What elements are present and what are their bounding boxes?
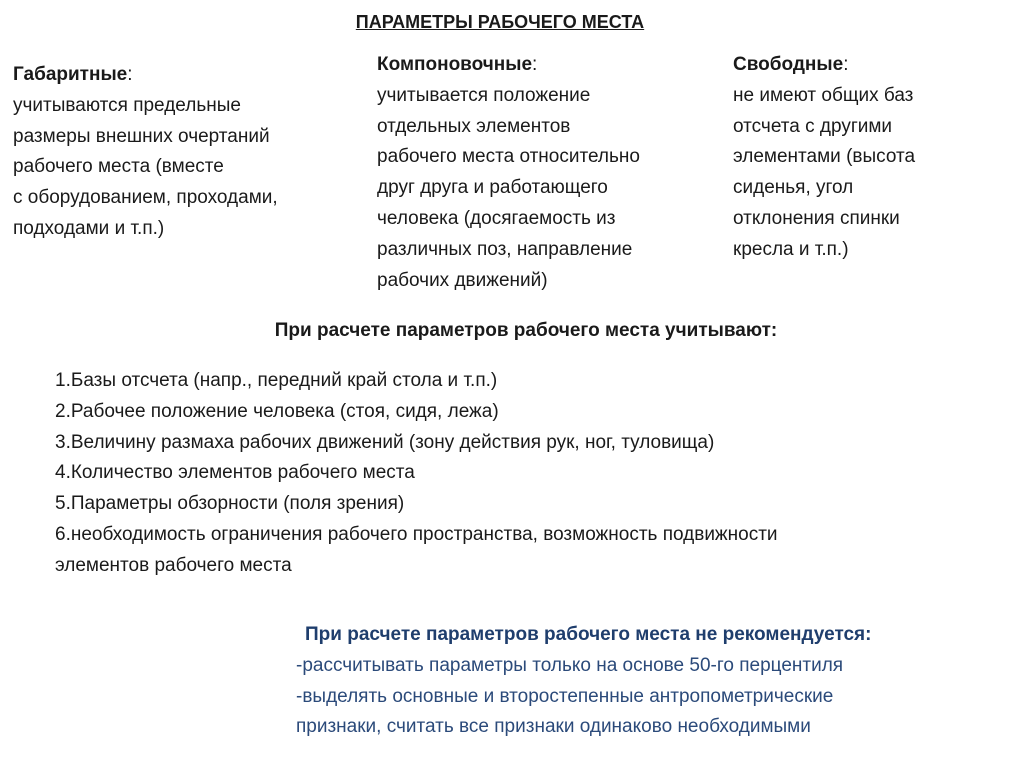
column-line: учитывается положение — [377, 84, 591, 106]
column-line: кресла и т.п.) — [733, 238, 849, 260]
column-dimensional — [13, 60, 278, 245]
column-line: с оборудованием, проходами, — [13, 187, 278, 209]
column-line: элементами (высота — [733, 146, 916, 168]
column-line: отдельных элементов — [377, 115, 571, 137]
colon: : — [532, 54, 538, 75]
column-line: учитываются предельные — [13, 94, 241, 116]
not-recommended-line: -рассчитывать параметры только на основе 50-го перцентиля — [296, 654, 844, 676]
column-line: человека (досягаемость из — [377, 207, 616, 229]
column-line: друг друга и работающего — [377, 177, 608, 199]
list-item: 5.Параметры обзорности (поля зрения) — [55, 493, 405, 515]
colon: : — [843, 54, 849, 75]
list-item: 6.необходимость ограничения рабочего пространства, возможность подвижности — [55, 523, 778, 545]
column-line: рабочих движений) — [377, 269, 548, 291]
list-item: 2.Рабочее положение человека (стоя, сидя, лежа) — [55, 400, 499, 422]
column-free — [733, 50, 915, 266]
column-line: отсчета с другими — [733, 115, 893, 137]
not-recommended-block — [296, 620, 871, 743]
column-line: подходами и т.п.) — [13, 217, 165, 239]
list-item: 3.Величину размаха рабочих движений (зону действия рук, ног, туловища) — [55, 431, 715, 453]
column-line: рабочего места относительно — [377, 146, 640, 168]
not-recommended-heading: При расчете параметров рабочего места не рекомендуется: — [305, 624, 872, 645]
page-title: ПАРАМЕТРЫ РАБОЧЕГО МЕСТА — [355, 12, 645, 32]
colon: : — [127, 64, 133, 85]
not-recommended-line: -выделять основные и второстепенные антропометрические — [296, 685, 834, 707]
column-line: различных поз, направление — [377, 238, 633, 260]
not-recommended-line: признаки, считать все признаки одинаково необходимыми — [296, 716, 811, 738]
column-heading: Габаритные — [13, 64, 128, 85]
column-line: сиденья, угол — [733, 177, 854, 199]
list-item: 4.Количество элементов рабочего места — [55, 462, 415, 484]
column-line: размеры внешних очертаний — [13, 125, 270, 147]
column-line: не имеют общих баз — [733, 84, 914, 106]
column-layout — [377, 50, 640, 296]
considered-heading: При расчете параметров рабочего места учитывают: — [274, 320, 778, 341]
list-item: элементов рабочего места — [55, 554, 292, 576]
column-heading: Свободные — [733, 54, 844, 75]
considered-list — [55, 366, 778, 582]
column-line: отклонения спинки — [733, 207, 900, 229]
column-line: рабочего места (вместе — [13, 156, 224, 178]
column-heading: Компоновочные — [377, 54, 533, 75]
list-item: 1.Базы отсчета (напр., передний край стола и т.п.) — [55, 370, 498, 391]
